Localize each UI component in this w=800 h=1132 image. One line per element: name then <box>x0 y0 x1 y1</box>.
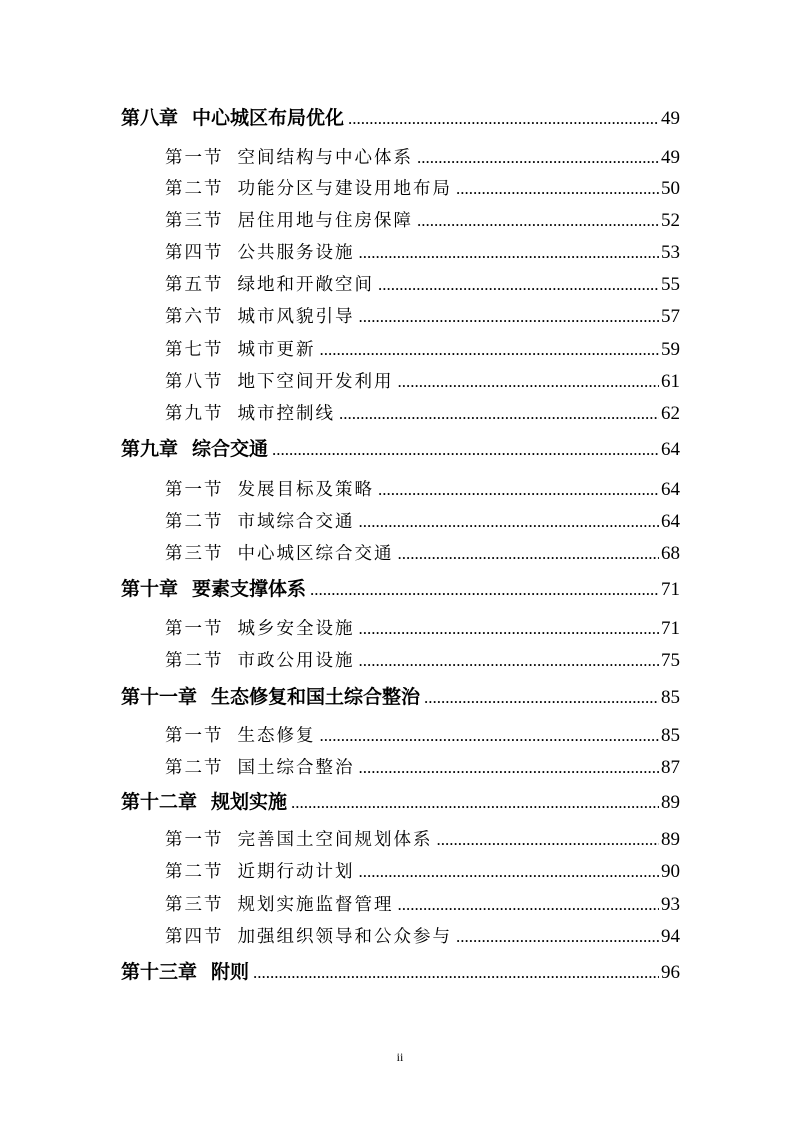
toc-chapter-entry[interactable] <box>121 683 680 711</box>
toc-entry-title: 城市风貌引导 <box>237 307 355 327</box>
toc-section-entry[interactable] <box>165 858 680 886</box>
toc-entry-title: 要素支撑体系 <box>192 578 307 600</box>
dot-leader <box>359 303 660 331</box>
toc-entry-label: 第一节 <box>165 148 224 168</box>
toc-chapter-entry[interactable] <box>121 104 680 132</box>
toc-entry-label: 第六节 <box>165 307 224 327</box>
toc-entry-label: 第二节 <box>165 862 224 882</box>
toc-entry-title: 空间结构与中心体系 <box>237 148 413 168</box>
toc-section-entry[interactable] <box>165 175 680 203</box>
toc-entry-page-number: 89 <box>661 829 680 850</box>
toc-section-entry[interactable] <box>165 336 680 364</box>
toc-entry-label: 第一节 <box>165 830 224 850</box>
toc-section-entry[interactable] <box>165 615 680 643</box>
toc-entry-title: 附则 <box>211 961 250 983</box>
dot-leader <box>359 239 660 267</box>
toc-entry-label: 第四节 <box>165 243 224 263</box>
dot-leader <box>359 647 660 675</box>
toc-section-entry[interactable] <box>165 476 680 504</box>
toc-section-entry[interactable] <box>165 207 680 235</box>
toc-entry-title: 生态修复和国土综合整治 <box>211 686 421 708</box>
dot-leader <box>378 476 659 504</box>
dot-leader <box>348 105 659 133</box>
toc-entry-page-number: 62 <box>661 403 680 424</box>
toc-entry-label: 第十三章 <box>121 961 198 983</box>
toc-entry-title: 中心城区布局优化 <box>192 107 345 129</box>
toc-entry-title: 地下空间开发利用 <box>237 372 394 392</box>
toc-entry-page-number: 85 <box>661 725 680 746</box>
toc-entry-title: 公共服务设施 <box>237 243 355 263</box>
toc-entry-page-number: 64 <box>661 479 680 500</box>
toc-entry-title: 中心城区综合交通 <box>237 544 394 564</box>
toc-entry-page-number: 61 <box>661 371 680 392</box>
toc-section-entry[interactable] <box>165 722 680 750</box>
dot-leader <box>359 754 660 782</box>
toc-section-entry[interactable] <box>165 144 680 172</box>
toc-entry-title: 城市控制线 <box>237 404 335 424</box>
toc-entry-page-number: 55 <box>661 274 680 295</box>
toc-entry-page-number: 71 <box>661 579 680 600</box>
dot-leader <box>320 336 660 364</box>
toc-entry-label: 第二节 <box>165 512 224 532</box>
toc-entry-page-number: 90 <box>661 861 680 882</box>
toc-entry-label: 第五节 <box>165 275 224 295</box>
toc-chapter-entry[interactable] <box>121 788 680 816</box>
toc-entry-page-number: 94 <box>661 926 680 947</box>
dot-leader <box>398 368 660 396</box>
toc-entry-page-number: 96 <box>661 962 680 983</box>
toc-entry-label: 第三节 <box>165 211 224 231</box>
toc-entry-title: 规划实施 <box>211 791 288 813</box>
dot-leader <box>437 826 660 854</box>
toc-entry-page-number: 85 <box>661 687 680 708</box>
page-number: ii <box>396 1050 404 1064</box>
toc-section-entry[interactable] <box>165 271 680 299</box>
toc-section-entry[interactable] <box>165 368 680 396</box>
toc-entry-title: 规划实施监督管理 <box>237 895 394 915</box>
toc-entry-title: 市域综合交通 <box>237 512 355 532</box>
toc-entry-label: 第十二章 <box>121 791 198 813</box>
dot-leader <box>456 175 659 203</box>
toc-chapter-entry[interactable] <box>121 575 680 603</box>
dot-leader <box>310 576 659 604</box>
toc-section-entry[interactable] <box>165 400 680 428</box>
dot-leader <box>253 959 659 987</box>
toc-entry-page-number: 71 <box>661 618 680 639</box>
toc-entry-page-number: 68 <box>661 543 680 564</box>
toc-entry-label: 第三节 <box>165 544 224 564</box>
toc-section-entry[interactable] <box>165 239 680 267</box>
toc-entry-title: 居住用地与住房保障 <box>237 211 413 231</box>
toc-entry-page-number: 59 <box>661 339 680 360</box>
toc-entry-page-number: 52 <box>661 210 680 231</box>
toc-entry-page-number: 49 <box>661 108 680 129</box>
toc-chapter-entry[interactable] <box>121 435 680 463</box>
toc-entry-page-number: 64 <box>661 439 680 460</box>
dot-leader <box>359 508 660 536</box>
toc-section-entry[interactable] <box>165 923 680 951</box>
toc-section-entry[interactable] <box>165 540 680 568</box>
toc-entry-label: 第七节 <box>165 340 224 360</box>
toc-entry-label: 第一节 <box>165 480 224 500</box>
dot-leader <box>359 858 660 886</box>
toc-entry-title: 市政公用设施 <box>237 651 355 671</box>
dot-leader <box>398 891 660 919</box>
toc-entry-label: 第二节 <box>165 651 224 671</box>
toc-entry-label: 第九节 <box>165 404 224 424</box>
toc-chapter-entry[interactable] <box>121 958 680 986</box>
dot-leader <box>320 722 660 750</box>
toc-entry-label: 第八章 <box>121 107 179 129</box>
toc-entry-title: 功能分区与建设用地布局 <box>237 179 452 199</box>
toc-entry-title: 发展目标及策略 <box>237 480 374 500</box>
toc-entry-title: 近期行动计划 <box>237 862 355 882</box>
toc-entry-label: 第九章 <box>121 438 179 460</box>
dot-leader <box>272 436 659 464</box>
toc-entry-label: 第二节 <box>165 758 224 778</box>
toc-entry-label: 第一节 <box>165 619 224 639</box>
toc-section-entry[interactable] <box>165 891 680 919</box>
toc-entry-page-number: 50 <box>661 178 680 199</box>
toc-entry-page-number: 89 <box>661 792 680 813</box>
dot-leader <box>339 400 659 428</box>
toc-entry-page-number: 49 <box>661 147 680 168</box>
toc-entry-label: 第四节 <box>165 927 224 947</box>
toc-entry-title: 完善国土空间规划体系 <box>237 830 433 850</box>
toc-entry-label: 第一节 <box>165 726 224 746</box>
toc-entry-label: 第二节 <box>165 179 224 199</box>
dot-leader <box>424 684 659 712</box>
toc-entry-label: 第三节 <box>165 895 224 915</box>
toc-entry-page-number: 75 <box>661 650 680 671</box>
toc-section-entry[interactable] <box>165 754 680 782</box>
dot-leader <box>417 207 659 235</box>
toc-section-entry[interactable] <box>165 303 680 331</box>
toc-entry-title: 城乡安全设施 <box>237 619 355 639</box>
toc-entry-title: 生态修复 <box>237 726 316 746</box>
dot-leader <box>359 615 660 643</box>
toc-entry-label: 第十一章 <box>121 686 198 708</box>
dot-leader <box>417 144 659 172</box>
dot-leader <box>456 923 659 951</box>
toc-entry-title: 综合交通 <box>192 438 269 460</box>
toc-entry-page-number: 64 <box>661 511 680 532</box>
toc-entry-page-number: 57 <box>661 306 680 327</box>
toc-entry-title: 国土综合整治 <box>237 758 355 778</box>
toc-section-entry[interactable] <box>165 508 680 536</box>
toc-entry-page-number: 53 <box>661 242 680 263</box>
dot-leader <box>398 540 660 568</box>
toc-entry-page-number: 93 <box>661 894 680 915</box>
dot-leader <box>378 271 659 299</box>
toc-entry-page-number: 87 <box>661 757 680 778</box>
toc-entry-title: 绿地和开敞空间 <box>237 275 374 295</box>
dot-leader <box>291 789 659 817</box>
toc-entry-label: 第十章 <box>121 578 179 600</box>
toc-entry-title: 加强组织领导和公众参与 <box>237 927 452 947</box>
toc-entry-title: 城市更新 <box>237 340 316 360</box>
toc-section-entry[interactable] <box>165 826 680 854</box>
toc-entry-label: 第八节 <box>165 372 224 392</box>
toc-section-entry[interactable] <box>165 647 680 675</box>
